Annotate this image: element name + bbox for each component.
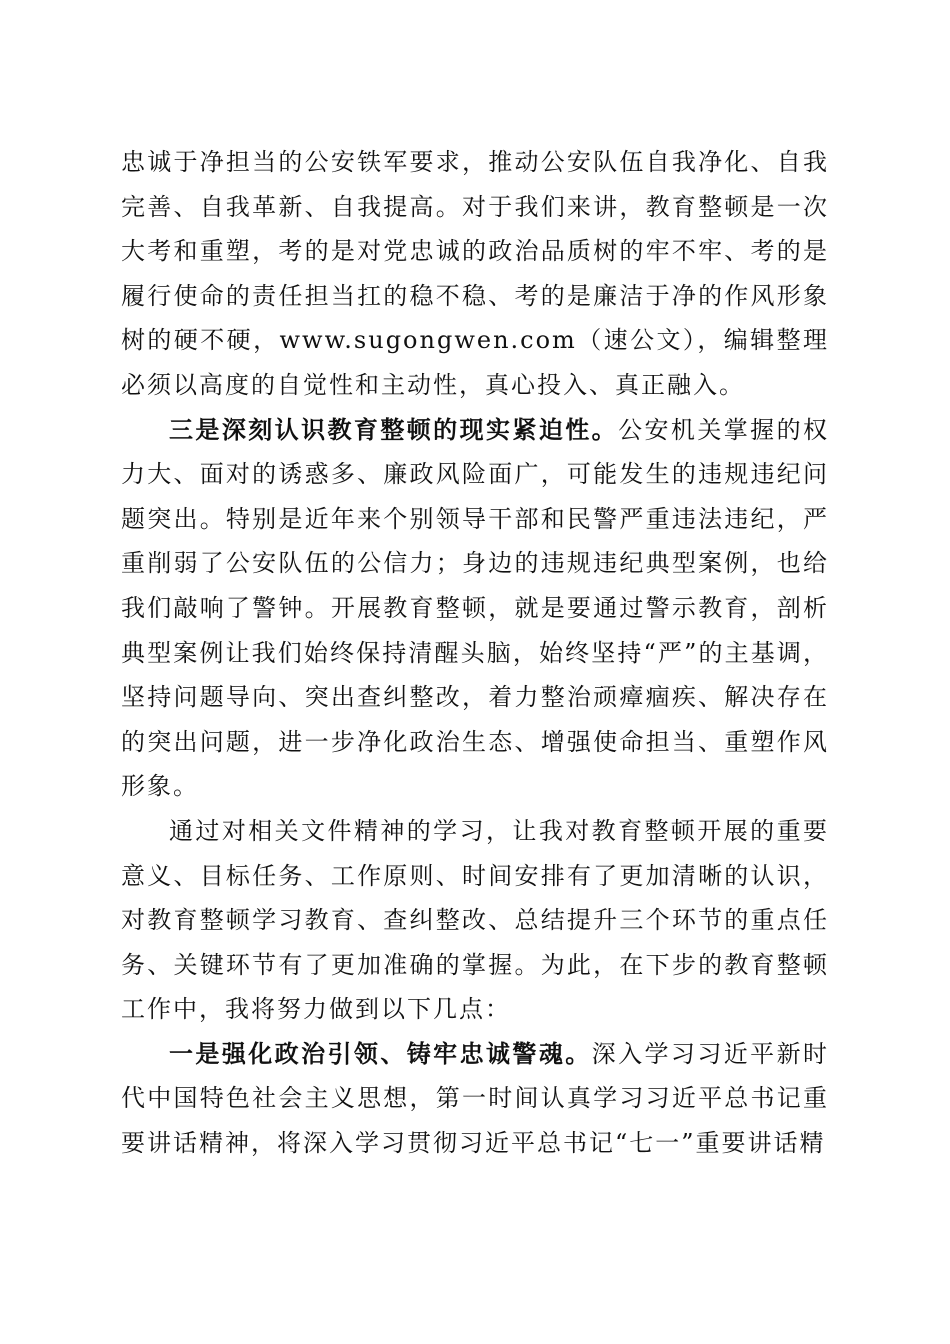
paragraph-text: 公安机关掌握的权力大、面对的诱惑多、廉政风险面广，可能发生的违规违纪问题突出。特别是近年来个别领导干部和民警严重违法违纪，严重削弱了公安队伍的公信力；身边的违规违纪典型案例，也给我们敲响了警钟。开展教育整顿，就是要通过警示教育，剖析典型案例让我们始终保持清醒头脑，始终坚持“严”的主基调，坚持问题导向、突出查纠整改，着力整治顽瘴痼疾、解决存在的突出问题，进一步净化政治生态、增强使命担当、重塑作风形象。 [121,415,830,801]
paragraph-text: 忠诚于净担当的公安铁军要求，推动公安队伍自我净化、自我完善、自我革新、自我提高。对于我们来讲，教育整顿是一次大考和重塑，考的是对党忠诚的政治品质树的牢不牢、考的是履行使命的责任担当扛的稳不稳、考的是廉洁于净的作风形象树的硬不硬，www.sugongwen.com（速公文），编辑整理必须以高度的自觉性和主动性，真心投入、真正融入。 [121,148,829,399]
paragraph-study-summary [121,809,829,1032]
paragraph-third-point [121,408,829,809]
paragraph-lead-heading: 三是深刻认识教育整顿的现实紧迫性。 [169,414,619,444]
paragraph-text: 深入学习习近平新时代中国特色社会主义思想，第一时间认真学习习近平总书记重要讲话精神，将深入学习贯彻习近平总书记“七一”重要讲话精 [121,1039,830,1158]
paragraph-text: 通过对相关文件精神的学习，让我对教育整顿开展的重要意义、目标任务、工作原则、时间安排有了更加清晰的认识，对教育整顿学习教育、查纠整改、总结提升三个环节的重点任务、关键环节有了更加准确的掌握。为此，在下步的教育整顿工作中，我将努力做到以下几点： [121,816,829,1024]
paragraph-continuation [121,140,829,408]
paragraph-lead-heading: 一是强化政治引领、铸牢忠诚警魂。 [169,1038,592,1068]
document-body [121,140,829,1166]
paragraph-first-point [121,1032,829,1166]
